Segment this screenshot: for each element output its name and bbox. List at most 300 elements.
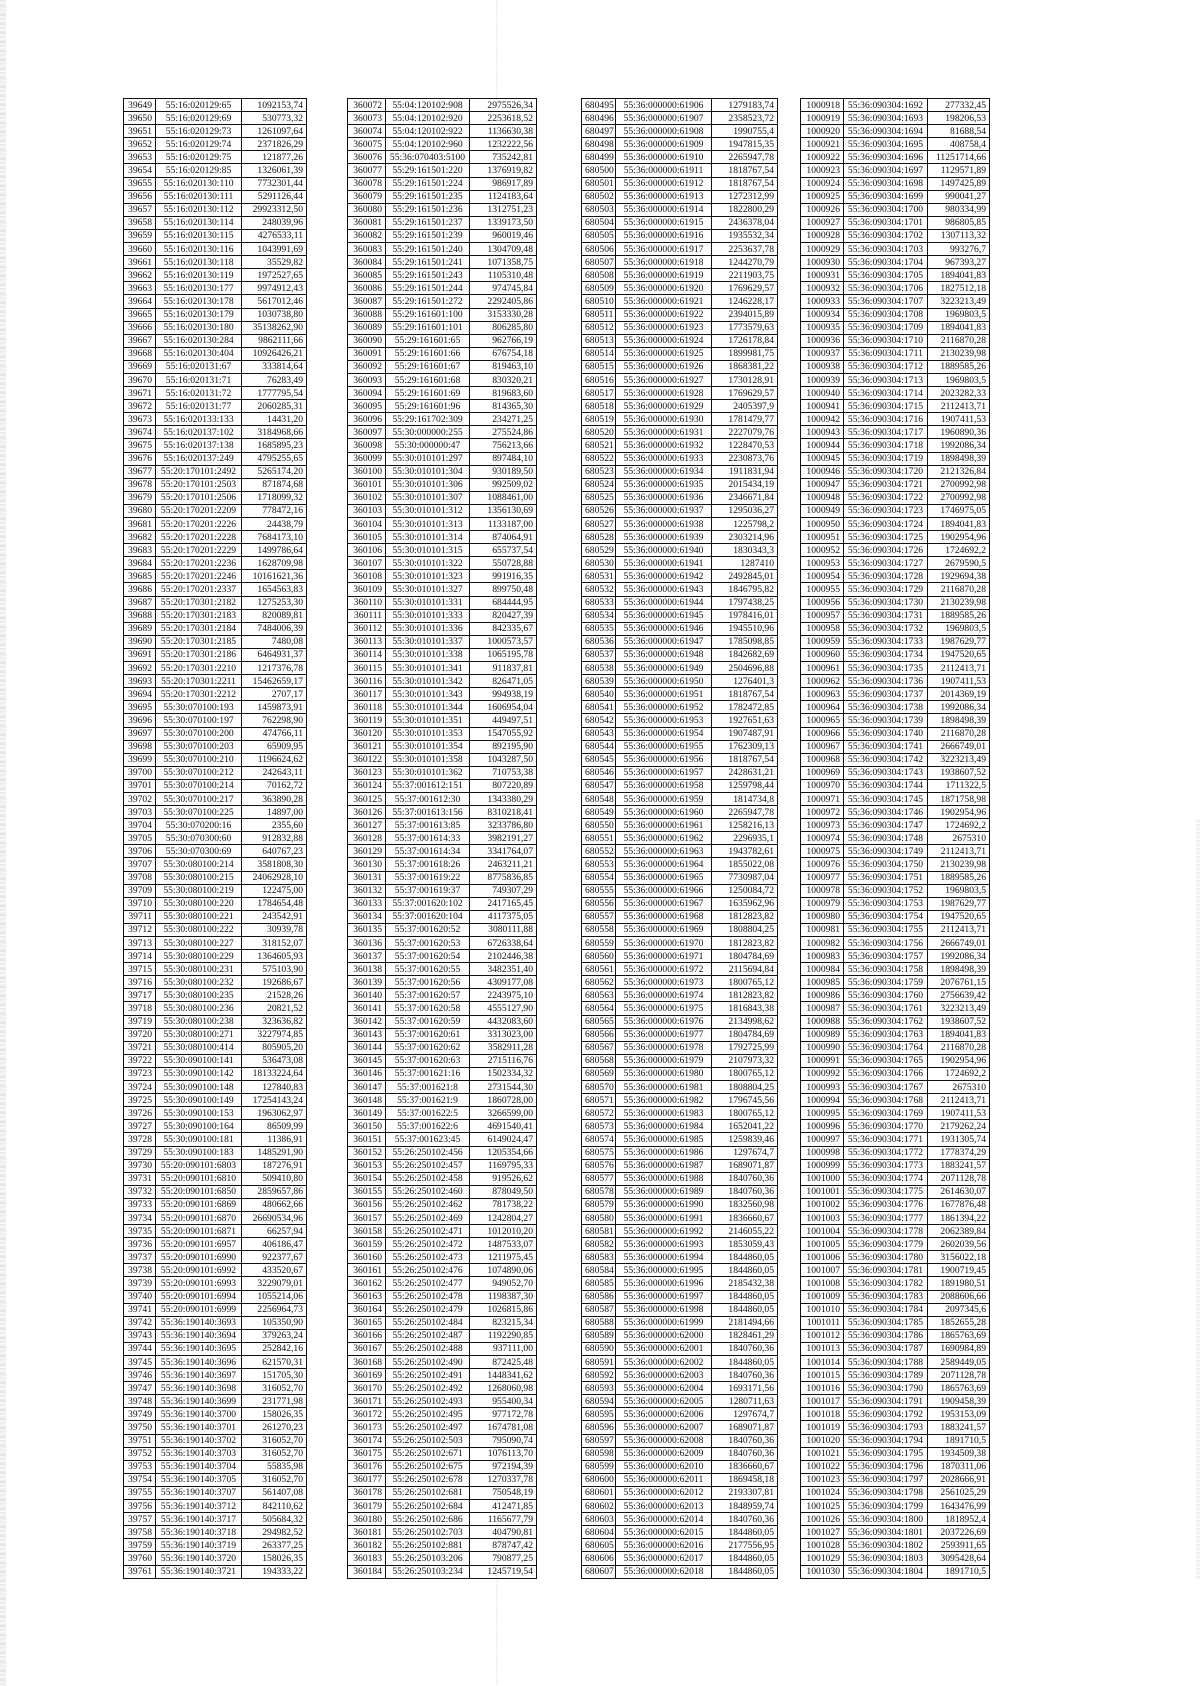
record-number-cell: 1001012 <box>801 1329 844 1342</box>
cadastral-value-cell: 990041,27 <box>928 190 990 203</box>
cadastral-number-cell: 55:36:000000:62006 <box>616 1408 712 1421</box>
cadastral-number-cell: 55:36:090304:1761 <box>844 1002 928 1015</box>
cadastral-value-cell: 1992086,34 <box>928 701 990 714</box>
cadastral-value-cell: 1840760,36 <box>712 1513 778 1526</box>
cadastral-number-cell: 55:36:090304:1731 <box>844 609 928 622</box>
cadastral-number-cell: 55:29:161501:241 <box>386 256 470 269</box>
record-number-cell: 360169 <box>348 1369 386 1382</box>
cadastral-number-cell: 55:36:000000:62005 <box>616 1395 712 1408</box>
cadastral-number-cell: 55:29:161501:239 <box>386 229 470 242</box>
table-row <box>801 1486 990 1499</box>
table-row <box>124 1054 307 1067</box>
cadastral-value-cell: 2116870,28 <box>928 334 990 347</box>
record-number-cell: 39751 <box>124 1434 156 1447</box>
table-row <box>801 727 990 740</box>
cadastral-number-cell: 55:26:250102:675 <box>386 1460 470 1473</box>
cadastral-value-cell: 1929694,38 <box>928 570 990 583</box>
table-row <box>124 426 307 439</box>
cadastral-number-cell: 55:16:020129:75 <box>156 151 242 164</box>
table-row <box>801 518 990 531</box>
record-number-cell: 1000920 <box>801 125 844 138</box>
cadastral-number-cell: 55:36:090304:1781 <box>844 1264 928 1277</box>
table-row <box>124 989 307 1002</box>
scan-left-edge <box>0 0 6 1686</box>
table-row <box>124 766 307 779</box>
cadastral-value-cell: 1900719,45 <box>928 1264 990 1277</box>
cadastral-value-cell: 1364605,93 <box>242 950 307 963</box>
cadastral-number-cell: 55:36:000000:61970 <box>616 937 712 950</box>
cadastral-value-cell: 2394015,89 <box>712 308 778 321</box>
cadastral-value-cell: 2112413,71 <box>928 400 990 413</box>
cadastral-value-cell: 2116870,28 <box>928 1041 990 1054</box>
cadastral-number-cell: 55:26:250102:484 <box>386 1316 470 1329</box>
record-number-cell: 1000946 <box>801 465 844 478</box>
cadastral-number-cell: 55:16:020130:111 <box>156 190 242 203</box>
cadastral-number-cell: 55:36:090304:1792 <box>844 1408 928 1421</box>
record-number-cell: 1000926 <box>801 203 844 216</box>
record-number-cell: 39678 <box>124 478 156 491</box>
table-row <box>582 1486 778 1499</box>
table-row <box>801 1107 990 1120</box>
record-number-cell: 1000991 <box>801 1054 844 1067</box>
table-row <box>801 1028 990 1041</box>
cadastral-number-cell: 55:30:010101:306 <box>386 478 470 491</box>
table-row <box>348 1395 537 1408</box>
cadastral-number-cell: 55:36:000000:61909 <box>616 138 712 151</box>
cadastral-value-cell: 1055214,06 <box>242 1290 307 1303</box>
table-row <box>801 295 990 308</box>
table-row <box>124 413 307 426</box>
cadastral-value-cell: 960019,46 <box>470 229 537 242</box>
cadastral-number-cell: 55:36:090304:1764 <box>844 1041 928 1054</box>
table-row <box>124 819 307 832</box>
table-row <box>124 1067 307 1080</box>
cadastral-value-cell: 1746975,05 <box>928 504 990 517</box>
table-row <box>801 950 990 963</box>
record-number-cell: 360144 <box>348 1041 386 1054</box>
cadastral-number-cell: 55:26:250102:678 <box>386 1473 470 1486</box>
record-number-cell: 1001028 <box>801 1539 844 1552</box>
record-number-cell: 1000940 <box>801 387 844 400</box>
cadastral-value-cell: 814365,30 <box>470 400 537 413</box>
cadastral-number-cell: 55:36:090304:1729 <box>844 583 928 596</box>
record-number-cell: 680530 <box>582 557 616 570</box>
cadastral-number-cell: 55:36:090304:1707 <box>844 295 928 308</box>
table-row <box>582 452 778 465</box>
cadastral-value-cell: 1250084,72 <box>712 884 778 897</box>
cadastral-value-cell: 1840760,36 <box>712 1447 778 1460</box>
table-row <box>348 439 537 452</box>
table-row <box>348 1513 537 1526</box>
cadastral-number-cell: 55:36:000000:61911 <box>616 164 712 177</box>
cadastral-value-cell: 194333,22 <box>242 1565 307 1578</box>
table-row <box>348 99 537 112</box>
record-number-cell: 39713 <box>124 937 156 950</box>
table-row <box>582 190 778 203</box>
cadastral-value-cell: 1792725,99 <box>712 1041 778 1054</box>
cadastral-number-cell: 55:29:161702:309 <box>386 413 470 426</box>
cadastral-value-cell: 408758,4 <box>928 138 990 151</box>
cadastral-value-cell: 1339173,50 <box>470 216 537 229</box>
cadastral-number-cell: 55:30:090100:153 <box>156 1107 242 1120</box>
record-number-cell: 360074 <box>348 125 386 138</box>
cadastral-number-cell: 55:36:000000:61966 <box>616 884 712 897</box>
cadastral-value-cell: 2121326,84 <box>928 465 990 478</box>
cadastral-number-cell: 55:26:250102:472 <box>386 1238 470 1251</box>
record-number-cell: 1001001 <box>801 1185 844 1198</box>
table-row <box>582 1198 778 1211</box>
cadastral-value-cell: 55835,98 <box>242 1460 307 1473</box>
table-row <box>124 910 307 923</box>
cadastral-number-cell: 55:30:070100:203 <box>156 740 242 753</box>
table-row <box>124 976 307 989</box>
cadastral-value-cell: 1865763,69 <box>928 1382 990 1395</box>
cadastral-value-cell: 1947520,65 <box>928 910 990 923</box>
cadastral-value-cell: 2102446,38 <box>470 950 537 963</box>
record-number-cell: 1001021 <box>801 1447 844 1460</box>
cadastral-value-cell: 1855022,08 <box>712 858 778 871</box>
table-row <box>124 1159 307 1172</box>
cadastral-value-cell: 1869458,18 <box>712 1473 778 1486</box>
table-row <box>124 884 307 897</box>
table-row <box>801 1146 990 1159</box>
cadastral-value-cell: 536473,08 <box>242 1054 307 1067</box>
table-row <box>124 1264 307 1277</box>
cadastral-value-cell: 1778374,29 <box>928 1146 990 1159</box>
cadastral-number-cell: 55:36:000000:61978 <box>616 1041 712 1054</box>
table-row <box>348 491 537 504</box>
record-number-cell: 360125 <box>348 792 386 805</box>
cadastral-number-cell: 55:26:250102:477 <box>386 1277 470 1290</box>
record-number-cell: 680567 <box>582 1041 616 1054</box>
cadastral-value-cell: 530773,32 <box>242 112 307 125</box>
cadastral-value-cell: 2181494,66 <box>712 1316 778 1329</box>
table-row <box>582 347 778 360</box>
table-row <box>582 295 778 308</box>
record-number-cell: 1000975 <box>801 845 844 858</box>
record-number-cell: 1000968 <box>801 753 844 766</box>
record-number-cell: 39694 <box>124 688 156 701</box>
record-number-cell: 680495 <box>582 99 616 112</box>
table-row <box>124 1408 307 1421</box>
table-row <box>801 216 990 229</box>
cadastral-number-cell: 55:36:000000:61983 <box>616 1107 712 1120</box>
record-number-cell: 39746 <box>124 1369 156 1382</box>
table-row <box>582 792 778 805</box>
cadastral-value-cell: 5291126,44 <box>242 190 307 203</box>
cadastral-number-cell: 55:20:170301:2211 <box>156 675 242 688</box>
cadastral-value-cell: 2097345,6 <box>928 1303 990 1316</box>
record-number-cell: 1001002 <box>801 1198 844 1211</box>
cadastral-value-cell: 1356130,69 <box>470 504 537 517</box>
cadastral-value-cell: 127840,83 <box>242 1081 307 1094</box>
cadastral-value-cell: 820089,81 <box>242 609 307 622</box>
table-row <box>801 229 990 242</box>
cadastral-value-cell: 24438,79 <box>242 518 307 531</box>
record-number-cell: 360084 <box>348 256 386 269</box>
table-row <box>348 950 537 963</box>
cadastral-number-cell: 55:36:090304:1793 <box>844 1421 928 1434</box>
table-row <box>801 596 990 609</box>
table-row <box>348 1002 537 1015</box>
cadastral-number-cell: 55:20:170301:2183 <box>156 609 242 622</box>
cadastral-value-cell: 2463211,21 <box>470 858 537 871</box>
cadastral-value-cell: 1497425,89 <box>928 177 990 190</box>
record-number-cell: 680591 <box>582 1356 616 1369</box>
cadastral-number-cell: 55:36:090304:1780 <box>844 1251 928 1264</box>
record-number-cell: 1001014 <box>801 1356 844 1369</box>
table-row <box>582 779 778 792</box>
record-number-cell: 1000935 <box>801 321 844 334</box>
cadastral-number-cell: 55:29:161601:101 <box>386 321 470 334</box>
cadastral-value-cell: 2303214,96 <box>712 531 778 544</box>
table-row <box>801 400 990 413</box>
record-number-cell: 39702 <box>124 792 156 805</box>
cadastral-number-cell: 55:36:000000:61913 <box>616 190 712 203</box>
table-row <box>124 688 307 701</box>
cadastral-number-cell: 55:36:190140:3720 <box>156 1552 242 1565</box>
cadastral-number-cell: 55:30:070100:217 <box>156 792 242 805</box>
table-row <box>348 1015 537 1028</box>
record-number-cell: 360131 <box>348 871 386 884</box>
record-number-cell: 680501 <box>582 177 616 190</box>
cadastral-value-cell: 1978416,01 <box>712 609 778 622</box>
table-row <box>801 531 990 544</box>
record-number-cell: 360179 <box>348 1500 386 1513</box>
table-row <box>124 1303 307 1316</box>
record-number-cell: 680497 <box>582 125 616 138</box>
record-number-cell: 360077 <box>348 164 386 177</box>
table-row <box>801 1565 990 1578</box>
record-number-cell: 360160 <box>348 1251 386 1264</box>
record-number-cell: 39720 <box>124 1028 156 1041</box>
table-row <box>582 1185 778 1198</box>
cadastral-value-cell: 1816843,38 <box>712 1002 778 1015</box>
cadastral-number-cell: 55:36:070403:5100 <box>386 151 470 164</box>
cadastral-value-cell: 778472,16 <box>242 504 307 517</box>
cadastral-value-cell: 158026,35 <box>242 1552 307 1565</box>
cadastral-number-cell: 55:36:090304:1716 <box>844 413 928 426</box>
table-row <box>801 1316 990 1329</box>
table-row <box>801 609 990 622</box>
record-number-cell: 39660 <box>124 243 156 256</box>
record-number-cell: 360115 <box>348 662 386 675</box>
record-number-cell: 680506 <box>582 243 616 256</box>
record-number-cell: 1000941 <box>801 400 844 413</box>
cadastral-value-cell: 2107973,32 <box>712 1054 778 1067</box>
cadastral-number-cell: 55:37:001620:61 <box>386 1028 470 1041</box>
table-row <box>582 1434 778 1447</box>
cadastral-number-cell: 55:30:010101:353 <box>386 727 470 740</box>
table-row <box>801 1513 990 1526</box>
cadastral-number-cell: 55:20:090101:6870 <box>156 1211 242 1224</box>
cadastral-value-cell: 1992086,34 <box>928 439 990 452</box>
record-number-cell: 1001013 <box>801 1342 844 1355</box>
table-row <box>801 779 990 792</box>
cadastral-value-cell: 1935532,34 <box>712 229 778 242</box>
cadastral-number-cell: 55:20:170301:2184 <box>156 622 242 635</box>
cadastral-number-cell: 55:36:000000:61974 <box>616 989 712 1002</box>
cadastral-value-cell: 316052,70 <box>242 1447 307 1460</box>
cadastral-number-cell: 55:36:000000:61937 <box>616 504 712 517</box>
cadastral-number-cell: 55:36:090304:1777 <box>844 1211 928 1224</box>
cadastral-value-cell: 2405397,9 <box>712 400 778 413</box>
cadastral-value-cell: 2436378,04 <box>712 216 778 229</box>
record-number-cell: 360103 <box>348 504 386 517</box>
record-number-cell: 680521 <box>582 439 616 452</box>
cadastral-value-cell: 1133187,00 <box>470 518 537 531</box>
cadastral-number-cell: 55:30:080100:214 <box>156 858 242 871</box>
table-row <box>348 1198 537 1211</box>
record-number-cell: 360165 <box>348 1316 386 1329</box>
table-row <box>801 635 990 648</box>
table-row <box>801 1447 990 1460</box>
record-number-cell: 39656 <box>124 190 156 203</box>
record-number-cell: 39690 <box>124 635 156 648</box>
cadastral-value-cell: 4117375,05 <box>470 910 537 923</box>
table-row <box>348 413 537 426</box>
table-row <box>582 1552 778 1565</box>
cadastral-value-cell: 2561025,29 <box>928 1486 990 1499</box>
cadastral-value-cell: 1870311,06 <box>928 1460 990 1473</box>
table-row <box>348 177 537 190</box>
record-number-cell: 360162 <box>348 1277 386 1290</box>
cadastral-number-cell: 55:20:090101:6957 <box>156 1238 242 1251</box>
record-number-cell: 360138 <box>348 963 386 976</box>
record-number-cell: 360171 <box>348 1395 386 1408</box>
table-row <box>582 1408 778 1421</box>
cadastral-value-cell: 1814734,8 <box>712 792 778 805</box>
table-row <box>348 360 537 373</box>
cadastral-number-cell: 55:36:000000:61998 <box>616 1303 712 1316</box>
record-number-cell: 680507 <box>582 256 616 269</box>
cadastral-value-cell: 1268060,98 <box>470 1382 537 1395</box>
cadastral-value-cell: 4432083,60 <box>470 1015 537 1028</box>
table-row <box>582 112 778 125</box>
record-number-cell: 360155 <box>348 1185 386 1198</box>
table-row <box>124 648 307 661</box>
cadastral-number-cell: 55:30:090100:164 <box>156 1120 242 1133</box>
record-number-cell: 360172 <box>348 1408 386 1421</box>
table-row <box>582 1146 778 1159</box>
cadastral-value-cell: 1800765,12 <box>712 976 778 989</box>
record-number-cell: 1000986 <box>801 989 844 1002</box>
cadastral-value-cell: 823215,34 <box>470 1316 537 1329</box>
table-row <box>348 766 537 779</box>
cadastral-value-cell: 316052,70 <box>242 1434 307 1447</box>
cadastral-value-cell: 972194,39 <box>470 1460 537 1473</box>
cadastral-value-cell: 8775836,85 <box>470 871 537 884</box>
record-number-cell: 39704 <box>124 819 156 832</box>
cadastral-value-cell: 1894041,83 <box>928 518 990 531</box>
record-number-cell: 1000957 <box>801 609 844 622</box>
cadastral-number-cell: 55:37:001620:52 <box>386 923 470 936</box>
table-row <box>124 282 307 295</box>
cadastral-value-cell: 2230873,76 <box>712 452 778 465</box>
record-number-cell: 680601 <box>582 1486 616 1499</box>
cadastral-value-cell: 807220,89 <box>470 779 537 792</box>
table-row <box>582 1172 778 1185</box>
cadastral-value-cell: 1891980,51 <box>928 1277 990 1290</box>
table-row <box>801 1526 990 1539</box>
cadastral-value-cell: 2265947,78 <box>712 151 778 164</box>
cadastral-number-cell: 55:36:000000:61907 <box>616 112 712 125</box>
table-row <box>124 216 307 229</box>
table-row <box>582 675 778 688</box>
table-row <box>348 1473 537 1486</box>
table-row <box>582 1303 778 1316</box>
record-number-cell: 39728 <box>124 1133 156 1146</box>
table-row <box>801 1211 990 1224</box>
cadastral-value-cell: 878049,50 <box>470 1185 537 1198</box>
cadastral-value-cell: 3227974,85 <box>242 1028 307 1041</box>
cadastral-value-cell: 1844860,05 <box>712 1356 778 1369</box>
record-number-cell: 360156 <box>348 1198 386 1211</box>
cadastral-value-cell: 1777795,54 <box>242 387 307 400</box>
record-number-cell: 1000925 <box>801 190 844 203</box>
cadastral-value-cell: 1217376,78 <box>242 662 307 675</box>
record-number-cell: 39719 <box>124 1015 156 1028</box>
cadastral-number-cell: 55:36:090304:1732 <box>844 622 928 635</box>
record-number-cell: 1000973 <box>801 819 844 832</box>
table-row <box>348 478 537 491</box>
table-row <box>124 295 307 308</box>
cadastral-number-cell: 55:36:000000:61985 <box>616 1133 712 1146</box>
cadastral-value-cell: 806285,80 <box>470 321 537 334</box>
cadastral-value-cell: 994938,19 <box>470 688 537 701</box>
record-number-cell: 1000984 <box>801 963 844 976</box>
cadastral-value-cell: 1931305,74 <box>928 1133 990 1146</box>
cadastral-value-cell: 187276,91 <box>242 1159 307 1172</box>
cadastral-value-cell: 3313023,00 <box>470 1028 537 1041</box>
table-row <box>582 478 778 491</box>
cadastral-number-cell: 55:36:090304:1759 <box>844 976 928 989</box>
cadastral-value-cell: 11251714,66 <box>928 151 990 164</box>
cadastral-number-cell: 55:30:010101:297 <box>386 452 470 465</box>
cadastral-number-cell: 55:29:161501:243 <box>386 269 470 282</box>
cadastral-number-cell: 55:36:090304:1701 <box>844 216 928 229</box>
record-number-cell: 39711 <box>124 910 156 923</box>
record-number-cell: 680588 <box>582 1316 616 1329</box>
record-number-cell: 39744 <box>124 1342 156 1355</box>
cadastral-number-cell: 55:30:010101:343 <box>386 688 470 701</box>
table-row <box>124 937 307 950</box>
record-number-cell: 360139 <box>348 976 386 989</box>
cadastral-number-cell: 55:36:000000:61992 <box>616 1225 712 1238</box>
record-number-cell: 1000995 <box>801 1107 844 1120</box>
table-row <box>801 1251 990 1264</box>
record-number-cell: 39726 <box>124 1107 156 1120</box>
cadastral-number-cell: 55:37:001622:6 <box>386 1120 470 1133</box>
cadastral-value-cell: 992509,02 <box>470 478 537 491</box>
table-row <box>348 347 537 360</box>
table-row <box>348 203 537 216</box>
record-number-cell: 39748 <box>124 1395 156 1408</box>
cadastral-number-cell: 55:36:090304:1703 <box>844 243 928 256</box>
cadastral-number-cell: 55:36:090304:1747 <box>844 819 928 832</box>
record-number-cell: 360073 <box>348 112 386 125</box>
cadastral-number-cell: 55:26:250102:490 <box>386 1356 470 1369</box>
table-row <box>124 1198 307 1211</box>
cadastral-number-cell: 55:36:000000:61944 <box>616 596 712 609</box>
cadastral-number-cell: 55:20:090101:6850 <box>156 1185 242 1198</box>
cadastral-number-cell: 55:29:161501:237 <box>386 216 470 229</box>
cadastral-value-cell: 1840760,36 <box>712 1434 778 1447</box>
cadastral-number-cell: 55:36:000000:61955 <box>616 740 712 753</box>
cadastral-number-cell: 55:36:090304:1804 <box>844 1565 928 1578</box>
record-number-cell: 360158 <box>348 1225 386 1238</box>
cadastral-value-cell: 2346671,84 <box>712 491 778 504</box>
